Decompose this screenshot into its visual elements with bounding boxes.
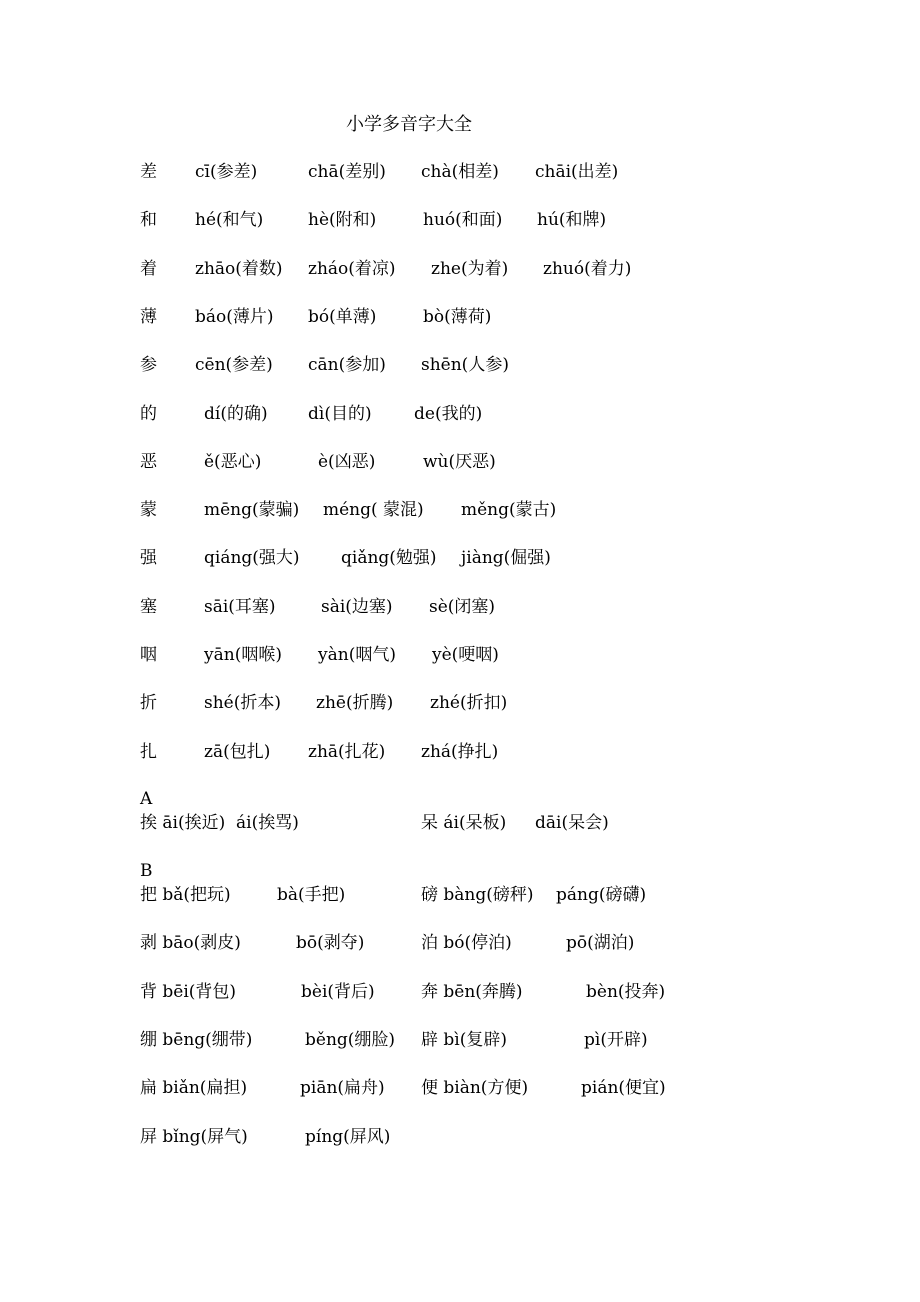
- pinyin-reading: cēn(参差): [195, 355, 273, 375]
- pinyin-reading: dí(的确): [204, 404, 268, 424]
- pinyin-reading: qiáng(强大): [204, 548, 300, 568]
- entry-right-alt: bèn(投奔): [586, 982, 666, 1002]
- entry-right: 呆 ái(呆板): [421, 813, 507, 833]
- pinyin-reading: cī(参差): [195, 162, 258, 182]
- pinyin-reading: zhāo(着数): [195, 259, 283, 279]
- pinyin-reading: zhá(挣扎): [421, 742, 499, 762]
- pinyin-reading: ě(恶心): [204, 452, 262, 472]
- pinyin-reading: hé(和气): [195, 210, 264, 230]
- pinyin-reading: wù(厌恶): [423, 452, 496, 472]
- entry-left: 绷 bēng(绷带): [140, 1030, 253, 1050]
- pinyin-reading: qiǎng(勉强): [341, 548, 437, 568]
- entry-left: 剥 bāo(剥皮): [140, 933, 241, 953]
- pinyin-reading: shēn(人参): [421, 355, 509, 375]
- entry-left-alt: ái(挨骂): [236, 813, 299, 833]
- entry-left-alt: bō(剥夺): [296, 933, 365, 953]
- section-heading-a: A: [140, 789, 153, 809]
- section-heading-b: B: [140, 861, 153, 881]
- pinyin-reading: yàn(咽气): [318, 645, 396, 665]
- pinyin-reading: cān(参加): [308, 355, 386, 375]
- polyphone-char: 咽: [140, 645, 157, 665]
- pinyin-reading: sè(闭塞): [429, 597, 496, 617]
- polyphone-char: 薄: [140, 307, 157, 327]
- entry-right: 奔 bēn(奔腾): [421, 982, 523, 1002]
- entry-left-alt: píng(屏风): [305, 1127, 391, 1147]
- polyphone-char: 恶: [140, 452, 157, 472]
- pinyin-reading: zhā(扎花): [308, 742, 386, 762]
- page-title: 小学多音字大全: [346, 114, 472, 135]
- pinyin-reading: è(凶恶): [318, 452, 376, 472]
- pinyin-reading: chà(相差): [421, 162, 499, 182]
- entry-left: 背 bēi(背包): [140, 982, 237, 1002]
- pinyin-reading: dì(目的): [308, 404, 372, 424]
- pinyin-reading: báo(薄片): [195, 307, 274, 327]
- pinyin-reading: chā(差别): [308, 162, 386, 182]
- entry-left-alt: bèi(背后): [301, 982, 375, 1002]
- pinyin-reading: huó(和面): [423, 210, 503, 230]
- entry-right-alt: pì(开辟): [584, 1030, 648, 1050]
- pinyin-reading: shé(折本): [204, 693, 281, 713]
- pinyin-reading: sài(边塞): [321, 597, 393, 617]
- pinyin-reading: chāi(出差): [535, 162, 619, 182]
- entry-left-alt: piān(扁舟): [300, 1078, 385, 1098]
- pinyin-reading: sāi(耳塞): [204, 597, 276, 617]
- pinyin-reading: yè(哽咽): [432, 645, 499, 665]
- pinyin-reading: zhē(折腾): [316, 693, 394, 713]
- polyphone-char: 着: [140, 259, 157, 279]
- pinyin-reading: zhé(折扣): [430, 693, 508, 713]
- entry-right: 泊 bó(停泊): [421, 933, 512, 953]
- entry-right: 辟 bì(复辟): [421, 1030, 507, 1050]
- pinyin-reading: hú(和牌): [537, 210, 607, 230]
- pinyin-reading: jiàng(倔强): [461, 548, 551, 568]
- entry-right-alt: dāi(呆会): [535, 813, 609, 833]
- entry-left: 挨 āi(挨近): [140, 813, 226, 833]
- polyphone-char: 蒙: [140, 500, 157, 520]
- polyphone-char: 参: [140, 355, 157, 375]
- entry-right: 便 biàn(方便): [421, 1078, 529, 1098]
- polyphone-char: 和: [140, 210, 157, 230]
- pinyin-reading: zā(包扎): [204, 742, 271, 762]
- entry-right-alt: pō(湖泊): [566, 933, 635, 953]
- pinyin-reading: zhe(为着): [431, 259, 509, 279]
- polyphone-char: 折: [140, 693, 157, 713]
- pinyin-reading: hè(附和): [308, 210, 377, 230]
- pinyin-reading: zháo(着凉): [308, 259, 396, 279]
- entry-right-alt: páng(磅礴): [556, 885, 647, 905]
- entry-left: 把 bǎ(把玩): [140, 885, 231, 905]
- polyphone-char: 强: [140, 548, 157, 568]
- pinyin-reading: bó(单薄): [308, 307, 377, 327]
- polyphone-char: 差: [140, 162, 157, 182]
- entry-left-alt: bà(手把): [277, 885, 346, 905]
- entry-left: 屏 bǐng(屏气): [140, 1127, 248, 1147]
- entry-right: 磅 bàng(磅秤): [421, 885, 534, 905]
- polyphone-char: 的: [140, 404, 157, 424]
- entry-left-alt: běng(绷脸): [305, 1030, 396, 1050]
- pinyin-reading: de(我的): [414, 404, 483, 424]
- pinyin-reading: yān(咽喉): [204, 645, 282, 665]
- pinyin-reading: bò(薄荷): [423, 307, 492, 327]
- polyphone-char: 扎: [140, 742, 157, 762]
- polyphone-char: 塞: [140, 597, 157, 617]
- pinyin-reading: měng(蒙古): [461, 500, 557, 520]
- pinyin-reading: méng( 蒙混): [323, 500, 424, 520]
- entry-left: 扁 biǎn(扁担): [140, 1078, 248, 1098]
- pinyin-reading: mēng(蒙骗): [204, 500, 300, 520]
- entry-right-alt: pián(便宜): [581, 1078, 666, 1098]
- pinyin-reading: zhuó(着力): [543, 259, 632, 279]
